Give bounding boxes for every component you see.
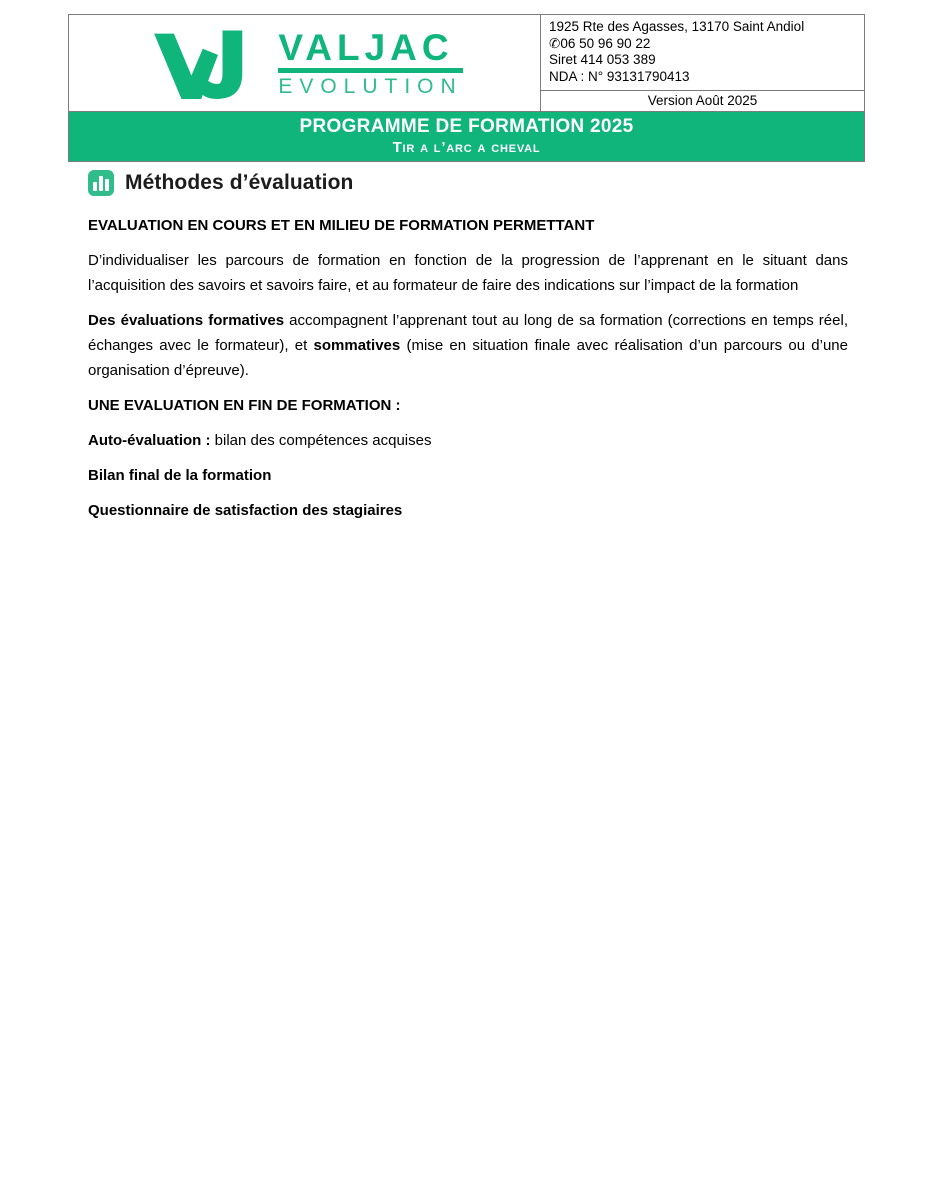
- paragraph-evaluations-formatives: Des évaluations formatives accompagnent l’apprenant tout au long de sa formation (corrections en temps réel, échanges avec le formateur), et sommatives (mise en situation finale avec réalisation d’un parcours ou d’une organisation d’épreuve).: [88, 312, 848, 379]
- contact-block: [541, 15, 864, 91]
- banner-subtitle: Tir a l’arc a cheval: [392, 139, 541, 156]
- phone-number: 06 50 96 90 22: [560, 35, 651, 51]
- paragraph-questionnaire: Questionnaire de satisfaction des stagiaires: [88, 502, 403, 519]
- contact-address: 1925 Rte des Agasses, 13170 Saint Andiol: [549, 19, 805, 34]
- paragraph-eval-fin-formation-heading: UNE EVALUATION EN FIN DE FORMATION :: [88, 397, 401, 414]
- version-cell: Version Août 2025: [647, 93, 758, 108]
- bar-chart-icon: [88, 170, 114, 196]
- section-title: Méthodes d’évaluation: [125, 171, 354, 194]
- document-body: [88, 169, 848, 533]
- brand-underline: [278, 68, 462, 73]
- vj-monogram-icon: [146, 26, 258, 102]
- contact-siret: Siret 414 053 389: [549, 52, 656, 67]
- paragraph-individualiser: D’individualiser les parcours de formation en fonction de la progression de l’apprenant en le situant dans l’acquisition des savoirs et savoirs faire, et au formateur de faire des indications sur l’impact de la formation: [88, 252, 848, 294]
- letterhead-table: [68, 14, 865, 162]
- brand-name: VALJAC: [278, 26, 454, 68]
- paragraph-auto-evaluation: Auto-évaluation : bilan des compétences acquises: [88, 432, 432, 449]
- banner-title: PROGRAMME DE FORMATION 2025: [299, 116, 634, 137]
- contact-column: [541, 15, 864, 111]
- phone-icon: ✆: [549, 35, 561, 51]
- contact-nda: NDA : N° 93131790413: [549, 68, 690, 84]
- contact-phone: [549, 36, 856, 53]
- brand-wordmark: [278, 26, 463, 98]
- paragraph-bilan-final: Bilan final de la formation: [88, 467, 272, 484]
- section-header: [88, 169, 848, 197]
- brand-subtitle: EVOLUTION: [278, 74, 463, 98]
- letterhead-top-row: [69, 15, 864, 111]
- paragraph-eval-in-progress-heading: EVALUATION EN COURS ET EN MILIEU DE FORMATION PERMETTANT: [88, 217, 595, 234]
- logo-cell: [69, 15, 541, 111]
- program-banner: [69, 111, 864, 161]
